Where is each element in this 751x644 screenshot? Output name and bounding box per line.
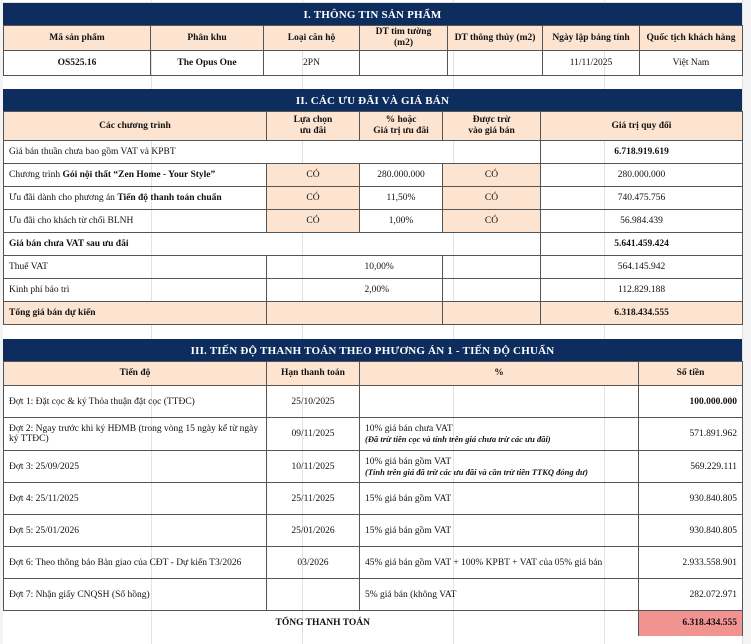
- percent-desc: [360, 547, 639, 579]
- section-title: I. THÔNG TIN SẢN PHẨM: [3, 3, 742, 25]
- program-name: Gói nội thất “Zen Home - Your Style”: [62, 170, 216, 180]
- offers-table: [3, 111, 743, 325]
- option-select[interactable]: CÓ: [267, 164, 360, 187]
- program-row: [4, 210, 743, 233]
- col-option-line2: ưu đãi: [299, 126, 327, 136]
- total-empty-cell-2: [360, 302, 443, 325]
- amount: 282.072.971: [639, 579, 743, 611]
- payment-row: [4, 515, 743, 547]
- percent-desc: [360, 386, 639, 418]
- maintenance-empty-cell-2: [443, 279, 541, 302]
- section-title: II. CÁC ƯU ĐÃI VÀ GIÁ BÁN: [3, 89, 742, 111]
- program-label: [4, 164, 267, 187]
- header-row: [4, 112, 743, 141]
- base-price-value[interactable]: 6.718.919.619: [541, 141, 743, 164]
- section-title: III. TIẾN ĐỘ THANH TOÁN THEO PHƯƠNG ÁN 1 - TIẾN ĐỘ CHUẨN: [3, 339, 742, 361]
- col-percent: [360, 112, 443, 141]
- col-date: Ngày lập bảng tính: [543, 26, 640, 51]
- program-prefix: Ưu đãi cho khách từ chối BLNH: [9, 216, 134, 226]
- percent-value[interactable]: 280.000.000: [360, 164, 443, 187]
- grand-total-value: 6.318.434.555: [639, 611, 743, 636]
- percent-text: 10% giá bán chưa VAT: [365, 424, 453, 434]
- payment-schedule-section: [3, 339, 742, 636]
- program-row: [4, 187, 743, 210]
- stage-label: Đợt 3: 25/09/2025: [4, 451, 267, 483]
- percent-text: 15% giá bán gồm VAT: [365, 525, 452, 536]
- percent-desc: [360, 515, 639, 547]
- date-cell[interactable]: 11/11/2025: [543, 51, 640, 76]
- col-subdivision: Phân khu: [151, 26, 264, 51]
- total-empty-cell-3: [443, 302, 541, 325]
- price-after-label: Giá bán chưa VAT sau ưu đãi: [4, 233, 541, 256]
- total-empty-cell: [267, 302, 360, 325]
- col-due-date: Hạn thanh toán: [267, 362, 360, 386]
- col-amount: Số tiền: [639, 362, 743, 386]
- percent-desc: [360, 579, 639, 611]
- base-price-row: [4, 141, 743, 164]
- converted-value: 740.475.756: [541, 187, 743, 210]
- converted-value: 56.984.439: [541, 210, 743, 233]
- vat-label: Thuế VAT: [4, 256, 267, 279]
- percent-value[interactable]: 11,50%: [360, 187, 443, 210]
- deduct-select[interactable]: CÓ: [443, 164, 541, 187]
- product-code-cell[interactable]: OS525.16: [4, 51, 151, 76]
- header-row: [4, 26, 743, 51]
- payment-row: [4, 547, 743, 579]
- col-stage: Tiến độ: [4, 362, 267, 386]
- maintenance-percent[interactable]: 2,00%: [360, 279, 443, 302]
- percent-note: (Tính trên giá đã trừ các ưu đãi và cần trừ tiền TTKQ đóng dư): [365, 466, 588, 477]
- maintenance-empty-cell: [267, 279, 360, 302]
- price-after-row: [4, 233, 743, 256]
- col-percent-line1: % hoặc: [385, 115, 417, 125]
- converted-value: 280.000.000: [541, 164, 743, 187]
- program-prefix: Chương trình: [9, 170, 63, 180]
- product-info-table: [3, 25, 743, 76]
- percent-note: (Đã trừ tiền cọc và tính trên giá chưa trừ các ưu đãi): [365, 434, 551, 444]
- vat-row: [4, 256, 743, 279]
- due-date: 25/11/2025: [267, 483, 360, 515]
- percent-desc: [360, 451, 639, 483]
- offers-pricing-section: [3, 89, 742, 325]
- maintenance-label: Kinh phí bảo trì: [4, 279, 267, 302]
- stage-label: Đợt 7: Nhận giấy CNQSH (Sổ hồng): [4, 579, 267, 611]
- payment-row: [4, 451, 743, 483]
- due-date: [267, 579, 360, 611]
- vertical-scrollbar[interactable]: [742, 0, 751, 644]
- due-date: 09/11/2025: [267, 418, 360, 451]
- nationality-cell[interactable]: Việt Nam: [640, 51, 743, 76]
- amount: 930.840.805: [639, 483, 743, 515]
- payment-row: [4, 386, 743, 418]
- program-row: [4, 164, 743, 187]
- area-clear-cell[interactable]: [448, 51, 543, 76]
- program-label: [4, 210, 267, 233]
- due-date: 03/2026: [267, 547, 360, 579]
- deduct-select[interactable]: CÓ: [443, 210, 541, 233]
- vat-empty-cell: [267, 256, 360, 279]
- due-date: 10/11/2025: [267, 451, 360, 483]
- col-area-clear: DT thông thủy (m2): [448, 26, 543, 51]
- grand-total-label: [4, 611, 639, 636]
- percent-desc: [360, 483, 639, 515]
- amount: 100.000.000: [639, 386, 743, 418]
- vat-value: 564.145.942: [541, 256, 743, 279]
- payment-row: [4, 483, 743, 515]
- percent-value[interactable]: 1,00%: [360, 210, 443, 233]
- program-prefix: Ưu đãi dành cho phương án: [9, 193, 118, 203]
- percent-text: 10% giá bán gồm VAT: [365, 456, 452, 467]
- unit-type-cell[interactable]: 2PN: [264, 51, 360, 76]
- payment-schedule-table: [3, 361, 743, 636]
- col-option: [267, 112, 360, 141]
- amount: 2.933.558.901: [639, 547, 743, 579]
- col-percent: %: [360, 362, 639, 386]
- col-option-line1: Lựa chọn: [293, 115, 333, 125]
- total-value: 6.318.434.555: [541, 302, 743, 325]
- maintenance-value: 112.829.188: [541, 279, 743, 302]
- stage-label: Đợt 5: 25/01/2026: [4, 515, 267, 547]
- percent-text: 45% giá bán gồm VAT + 100% KPBT + VAT của 05% giá bán: [365, 557, 603, 568]
- col-percent-line2: Giá trị ưu đãi: [373, 126, 429, 136]
- grand-total-row: [4, 611, 743, 636]
- col-deduct: [443, 112, 541, 141]
- stage-label: Đợt 4: 25/11/2025: [4, 483, 267, 515]
- stage-label: Đợt 2: Ngay trước khi ký HĐMB (trong vòng 15 ngày kể từ ngày ký TTĐC): [4, 418, 267, 451]
- amount: 571.891.962: [639, 418, 743, 451]
- col-unit-type: Loại căn hộ: [264, 26, 360, 51]
- price-after-value: 5.641.459.424: [541, 233, 743, 256]
- vat-percent[interactable]: 10,00%: [360, 256, 443, 279]
- area-wall-cell[interactable]: [360, 51, 448, 76]
- table-row: [4, 51, 743, 76]
- total-row: [4, 302, 743, 325]
- stage-label: Đợt 1: Đặt cọc & ký Thỏa thuận đặt cọc (TTĐC): [4, 386, 267, 418]
- col-deduct-line1: Được trừ: [472, 115, 511, 125]
- payment-row: [4, 579, 743, 611]
- payment-row: [4, 418, 743, 451]
- vat-empty-cell-2: [443, 256, 541, 279]
- due-date: 25/01/2026: [267, 515, 360, 547]
- due-date: 25/10/2025: [267, 386, 360, 418]
- amount: 930.840.805: [639, 515, 743, 547]
- col-deduct-line2: vào giá bán: [468, 126, 515, 136]
- grand-total-text: TỔNG THANH TOÁN: [275, 618, 370, 629]
- col-area-wall: DT tim tường (m2): [360, 26, 448, 51]
- header-row: [4, 362, 743, 386]
- base-price-label: Giá bán thuần chưa bao gồm VAT và KPBT: [4, 141, 541, 164]
- col-value: Giá trị quy đổi: [541, 112, 743, 141]
- col-program: Các chương trình: [4, 112, 267, 141]
- subdivision-cell[interactable]: The Opus One: [151, 51, 264, 76]
- amount: 569.229.111: [639, 451, 743, 483]
- deduct-select[interactable]: CÓ: [443, 187, 541, 210]
- col-nationality: Quốc tịch khách hàng: [640, 26, 743, 51]
- option-select[interactable]: CÓ: [267, 210, 360, 233]
- percent-text: 5% giá bán (không VAT: [365, 589, 457, 600]
- maintenance-row: [4, 279, 743, 302]
- option-select[interactable]: CÓ: [267, 187, 360, 210]
- stage-label: Đợt 6: Theo thông báo Bàn giao của CĐT - Dự kiến T3/2026: [4, 547, 267, 579]
- total-label: Tổng giá bán dự kiến: [4, 302, 267, 325]
- program-name: Tiến độ thanh toán chuẩn: [117, 193, 222, 203]
- program-label: [4, 187, 267, 210]
- product-info-section: [3, 0, 742, 76]
- col-product-code: Mã sản phẩm: [4, 26, 151, 51]
- percent-desc: [360, 418, 639, 451]
- percent-text: 15% giá bán gồm VAT: [365, 493, 452, 504]
